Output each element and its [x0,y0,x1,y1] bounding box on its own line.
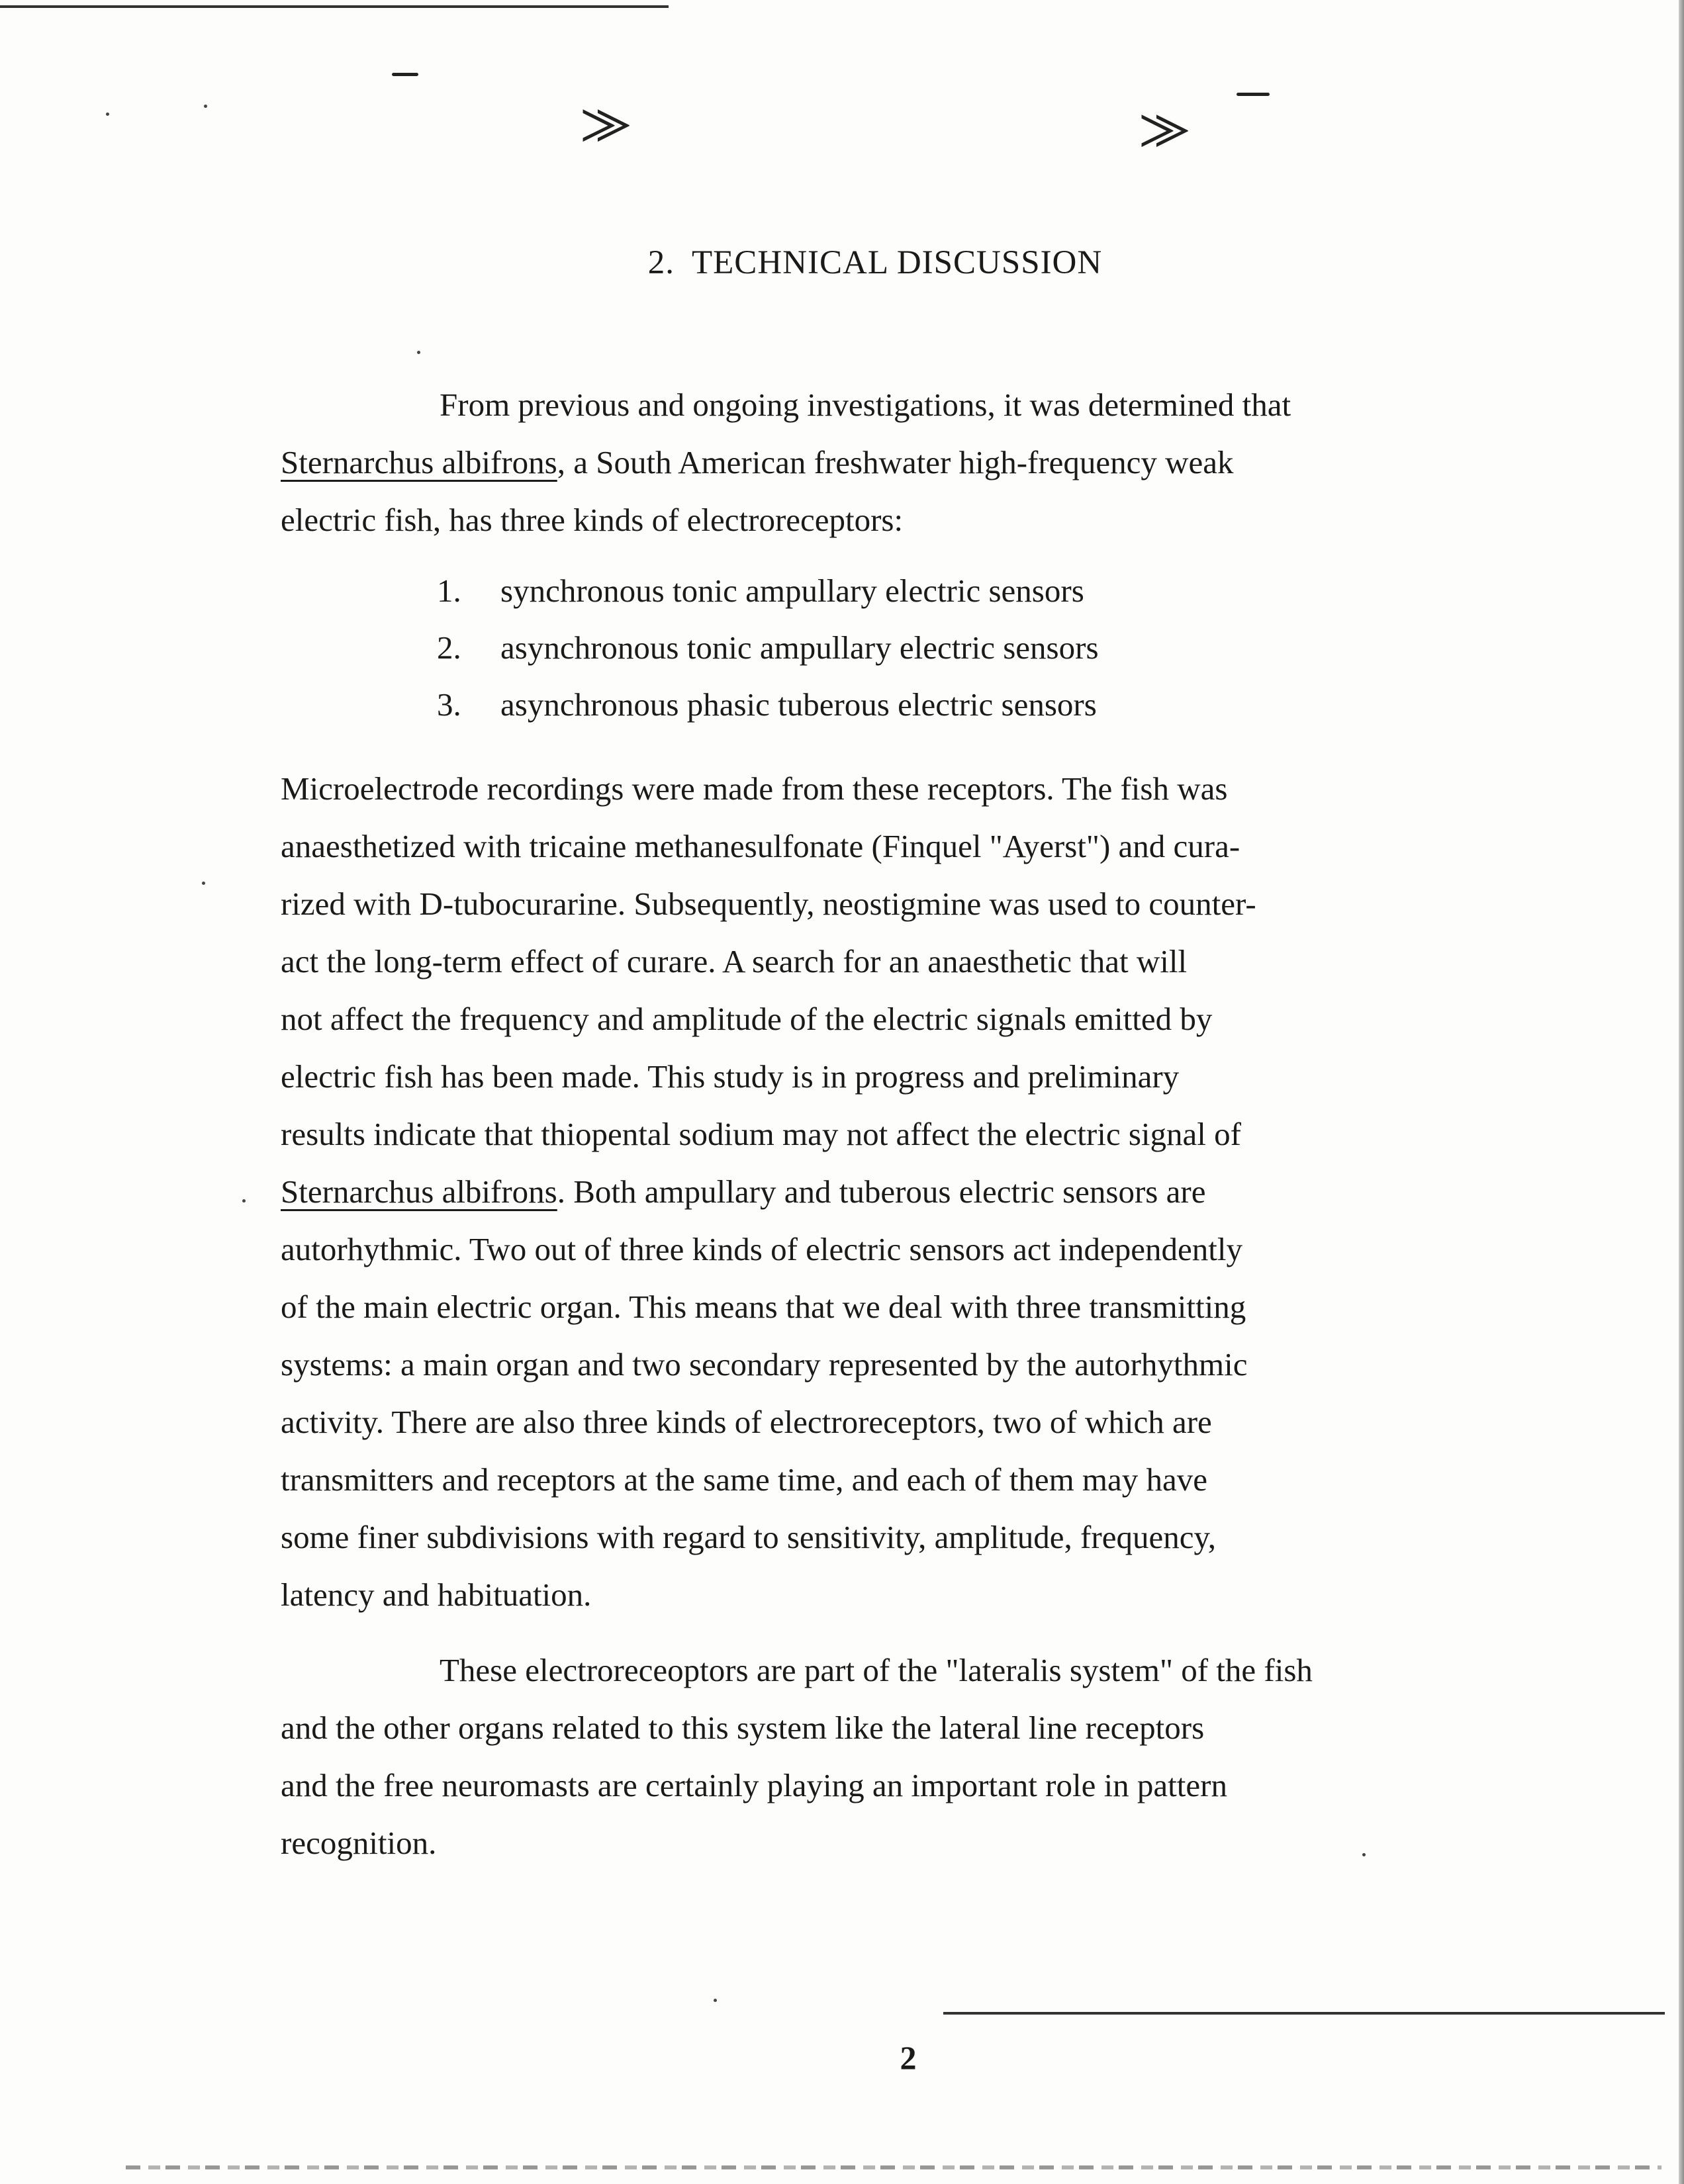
scan-speck [106,113,109,116]
paragraph-line: activity. There are also three kinds of electroreceptors, two of which are [281,1404,1212,1440]
scan-speck [242,1199,246,1203]
scan-speck [417,351,420,354]
paragraph-line: some finer subdivisions with regard to sensitivity, amplitude, frequency, [281,1519,1217,1555]
list-item-number: 1. [437,572,461,609]
paragraph-line: rized with D-tubocurarine. Subsequently, neostigmine was used to counter- [281,886,1256,922]
receptor-list [437,563,1684,733]
scan-right-edge [1679,0,1684,2184]
scan-bottom-noise [126,2165,1661,2169]
section-heading [0,244,1684,282]
paragraph-line: These electroreceoptors are part of the "lateralis system" of the fish [440,1652,1313,1688]
paragraph-line [281,1163,1644,1220]
scan-mark [392,73,418,76]
paragraph-line: electric fish, has three kinds of electroreceptors: [281,502,904,538]
paragraph-line: electric fish has been made. This study is in progress and preliminary [281,1058,1180,1095]
footer-rule [943,2012,1665,2015]
paragraph-line: latency and habituation. [281,1576,592,1613]
paragraph-line: Microelectrode recordings were made from these receptors. The fish was [281,770,1228,807]
list-item [437,619,1684,676]
list-item-number: 2. [437,629,461,666]
binder-hole-mark-icon: ⨠ [1140,105,1190,154]
section-title: TECHNICAL DISCUSSION [692,244,1103,281]
paragraph-line: transmitters and receptors at the same time, and each of them may have [281,1461,1208,1498]
binder-hole-mark-icon: ⨠ [581,99,631,148]
paragraph-line [281,433,1644,491]
paragraph-line: of the main electric organ. This means that we deal with three transmitting [281,1289,1246,1325]
list-item-number: 3. [437,686,461,723]
paragraph-line-text: . Both ampullary and tuberous electric sensors are [557,1173,1206,1210]
paragraph-line: and the free neuromasts are certainly playing an important role in pattern [281,1767,1227,1803]
paragraph-methods [281,760,1644,1623]
list-item [437,563,1684,619]
paragraph-line: results indicate that thiopental sodium may not affect the electric signal of [281,1116,1241,1152]
scan-speck [202,882,205,885]
paragraph-line: autorhythmic. Two out of three kinds of electric sensors act independently [281,1231,1243,1267]
paragraph-intro [281,376,1644,549]
paragraph-line: and the other organs related to this system like the lateral line receptors [281,1709,1205,1746]
section-number: 2. [647,244,675,281]
page-number: 2 [900,2039,917,2076]
species-name: Sternarchus albifrons [281,444,557,480]
paragraph-line: not affect the frequency and amplitude of the electric signals emitted by [281,1001,1213,1037]
scan-speck [714,1999,717,2002]
paragraph-line-text: , a South American freshwater high-frequency weak [557,444,1234,480]
paragraph-line: anaesthetized with tricaine methanesulfonate (Finquel "Ayerst") and cura- [281,828,1240,864]
paragraph-lateralis [281,1641,1644,1872]
list-item-text: synchronous tonic ampullary electric sensors [500,572,1084,609]
paragraph-line: From previous and ongoing investigations, it was determined that [440,387,1291,423]
paragraph-line: act the long-term effect of curare. A search for an anaesthetic that will [281,943,1188,979]
list-item-text: asynchronous tonic ampullary electric sensors [500,629,1099,666]
paragraph-line: systems: a main organ and two secondary represented by the autorhythmic [281,1346,1248,1383]
scan-speck [204,105,207,108]
scan-top-rule [0,5,669,8]
species-name: Sternarchus albifrons [281,1173,557,1210]
list-item [437,676,1684,733]
scan-mark [1237,93,1270,96]
paragraph-line: recognition. [281,1825,437,1861]
list-item-text: asynchronous phasic tuberous electric sensors [500,686,1097,723]
